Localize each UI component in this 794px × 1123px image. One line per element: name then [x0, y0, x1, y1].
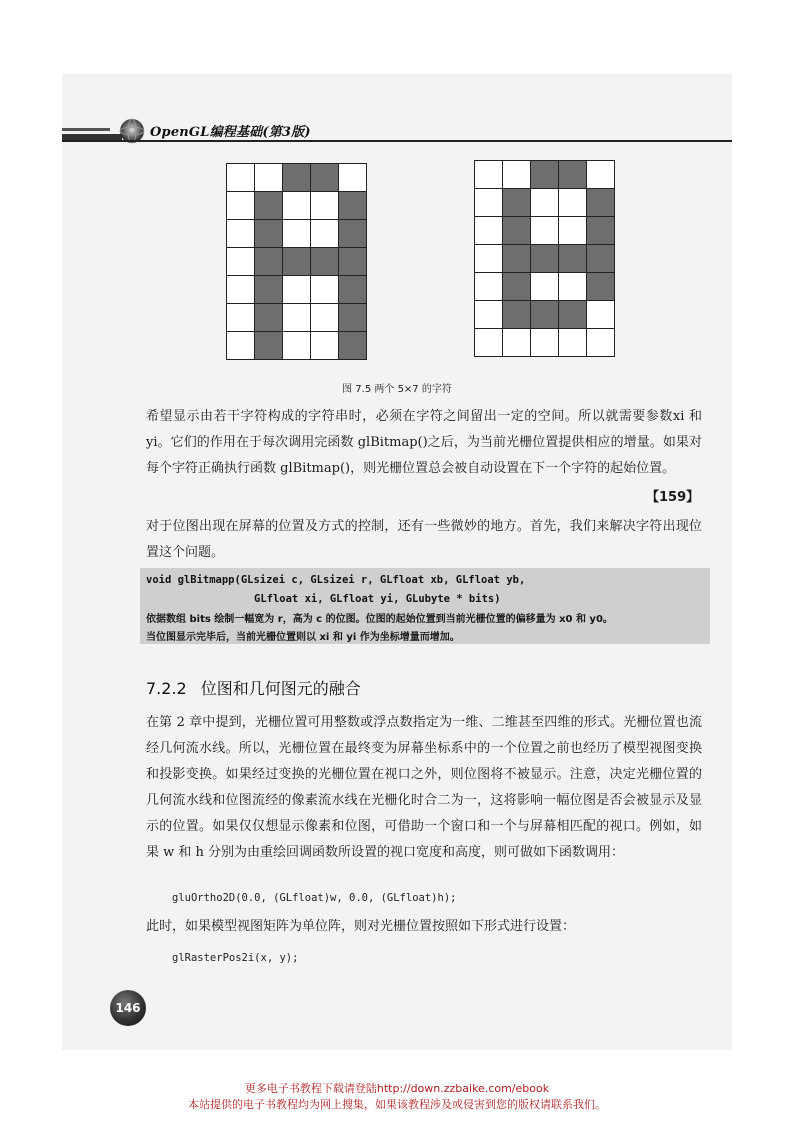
- grid-cell-filled: [339, 248, 366, 275]
- grid-cell-empty: [283, 332, 310, 359]
- grid-cell-empty: [311, 192, 338, 219]
- grid-cell-filled: [503, 189, 530, 216]
- grid-cell-filled: [283, 248, 310, 275]
- grid-cell-empty: [311, 332, 338, 359]
- grid-cell-filled: [339, 332, 366, 359]
- header-rule: [62, 140, 732, 142]
- grid-cell-empty: [531, 217, 558, 244]
- api-description-line-1: 依据数组 bits 绘制一幅宽为 r，高为 c 的位图。位图的起始位置到当前光栅位置的偏移量为 x0 和 y0。: [146, 614, 613, 625]
- grid-cell-filled: [339, 192, 366, 219]
- grid-cell-empty: [559, 273, 586, 300]
- grid-cell-empty: [587, 329, 614, 356]
- grid-cell-empty: [475, 161, 502, 188]
- page-reference: 【159】: [646, 490, 700, 505]
- grid-cell-empty: [559, 217, 586, 244]
- section-title: 位图和几何图元的融合: [200, 679, 361, 698]
- grid-cell-empty: [559, 329, 586, 356]
- grid-cell-filled: [283, 164, 310, 191]
- grid-cell-filled: [339, 304, 366, 331]
- grid-cell-empty: [311, 276, 338, 303]
- grid-cell-empty: [559, 189, 586, 216]
- grid-cell-empty: [283, 220, 310, 247]
- grid-cell-empty: [255, 164, 282, 191]
- grid-cell-empty: [475, 245, 502, 272]
- grid-cell-filled: [255, 220, 282, 247]
- grid-cell-empty: [227, 332, 254, 359]
- grid-cell-empty: [339, 164, 366, 191]
- grid-cell-filled: [531, 161, 558, 188]
- grid-cell-empty: [283, 192, 310, 219]
- char-grid-right: [474, 160, 615, 357]
- code-glrasterpos2i: glRasterPos2i(x, y);: [172, 952, 299, 964]
- grid-cell-filled: [559, 245, 586, 272]
- grid-cell-empty: [475, 329, 502, 356]
- grid-cell-empty: [227, 220, 254, 247]
- grid-cell-filled: [311, 164, 338, 191]
- grid-cell-filled: [503, 217, 530, 244]
- grid-cell-empty: [227, 192, 254, 219]
- grid-cell-filled: [587, 245, 614, 272]
- grid-cell-filled: [311, 248, 338, 275]
- grid-cell-filled: [587, 189, 614, 216]
- grid-cell-filled: [531, 245, 558, 272]
- running-header-title: OpenGL编程基础(第3版): [150, 125, 311, 140]
- api-description-line-2: 当位图显示完毕后，当前光栅位置则以 xi 和 yi 作为坐标增量而增加。: [146, 632, 460, 643]
- grid-cell-empty: [587, 301, 614, 328]
- grid-cell-empty: [227, 276, 254, 303]
- grid-cell-empty: [475, 217, 502, 244]
- figure-caption: 图 7.5 两个 5×7 的字符: [342, 384, 452, 395]
- grid-cell-empty: [475, 301, 502, 328]
- grid-cell-filled: [503, 301, 530, 328]
- grid-cell-empty: [475, 273, 502, 300]
- grid-cell-filled: [587, 273, 614, 300]
- footer-download-notice: 更多电子书教程下载请登陆http://down.zzbaike.com/ebook: [244, 1082, 550, 1095]
- grid-cell-empty: [283, 304, 310, 331]
- grid-cell-empty: [531, 273, 558, 300]
- grid-cell-empty: [531, 189, 558, 216]
- grid-cell-filled: [587, 217, 614, 244]
- grid-cell-filled: [559, 161, 586, 188]
- paragraph-1: 希望显示由若干字符构成的字符串时，必须在字符之间留出一定的空间。所以就需要参数xi 和 yi。它们的作用在于每次调用完函数 glBitmap()之后，为当前光栅位置提供相应的增量。如果对每个字符正确执行函数 glBitmap()，则光栅位置总会被自动设置在下一个字符的起始位置。: [146, 409, 702, 476]
- grid-cell-filled: [503, 245, 530, 272]
- section-number: 7.2.2: [146, 679, 187, 698]
- grid-cell-empty: [475, 189, 502, 216]
- grid-cell-empty: [227, 248, 254, 275]
- grid-cell-empty: [311, 220, 338, 247]
- grid-cell-filled: [255, 332, 282, 359]
- page-number: 146: [110, 990, 146, 1026]
- grid-cell-empty: [503, 161, 530, 188]
- code-gluortho2d: gluOrtho2D(0.0, (GLfloat)w, 0.0, (GLfloat)h);: [172, 892, 457, 904]
- paragraph-4: 此时，如果模型视图矩阵为单位阵，则对光栅位置按照如下形式进行设置：: [146, 919, 576, 934]
- paragraph-2: 对于位图出现在屏幕的位置及方式的控制，还有一些微妙的地方。首先，我们来解决字符出现位置这个问题。: [146, 519, 702, 560]
- grid-cell-filled: [339, 220, 366, 247]
- grid-cell-filled: [531, 301, 558, 328]
- grid-cell-empty: [227, 304, 254, 331]
- grid-cell-empty: [587, 161, 614, 188]
- grid-cell-filled: [559, 301, 586, 328]
- grid-cell-empty: [283, 276, 310, 303]
- grid-cell-filled: [255, 276, 282, 303]
- grid-cell-filled: [503, 273, 530, 300]
- grid-cell-filled: [339, 276, 366, 303]
- api-signature-line-1: void glBitmapp(GLsizei c, GLsizei r, GLfloat xb, GLfloat yb,: [146, 574, 526, 586]
- grid-cell-empty: [503, 329, 530, 356]
- char-grid-left: [226, 163, 367, 360]
- grid-cell-empty: [227, 164, 254, 191]
- grid-cell-filled: [255, 248, 282, 275]
- paragraph-3: 在第 2 章中提到，光栅位置可用整数或浮点数指定为一维、二维甚至四维的形式。光栅位置也流经几何流水线。所以，光栅位置在最终变为屏幕坐标系中的一个位置之前也经历了模型视图变换和投影变换。如果经过变换的光栅位置在视口之外，则位图将不被显示。注意，决定光栅位置的几何流水线和位图流经的像素流水线在光栅化时合二为一，这将影响一幅位图是否会被显示及显示的位置。如果仅仅想显示像素和位图，可借助一个窗口和一个与屏幕相匹配的视口。例如，如果 w 和 h 分别为由重绘回调函数所设置的视口宽度和高度，则可做如下函数调用：: [146, 715, 702, 860]
- section-heading: [146, 676, 361, 699]
- api-signature-line-2: GLfloat xi, GLfloat yi, GLubyte * bits): [254, 593, 501, 605]
- grid-cell-empty: [531, 329, 558, 356]
- grid-cell-filled: [255, 192, 282, 219]
- footer-copyright-notice: 本站提供的电子书教程均为网上搜集，如果该教程涉及或侵害到您的版权请联系我们。: [188, 1098, 606, 1111]
- grid-cell-filled: [255, 304, 282, 331]
- grid-cell-empty: [311, 304, 338, 331]
